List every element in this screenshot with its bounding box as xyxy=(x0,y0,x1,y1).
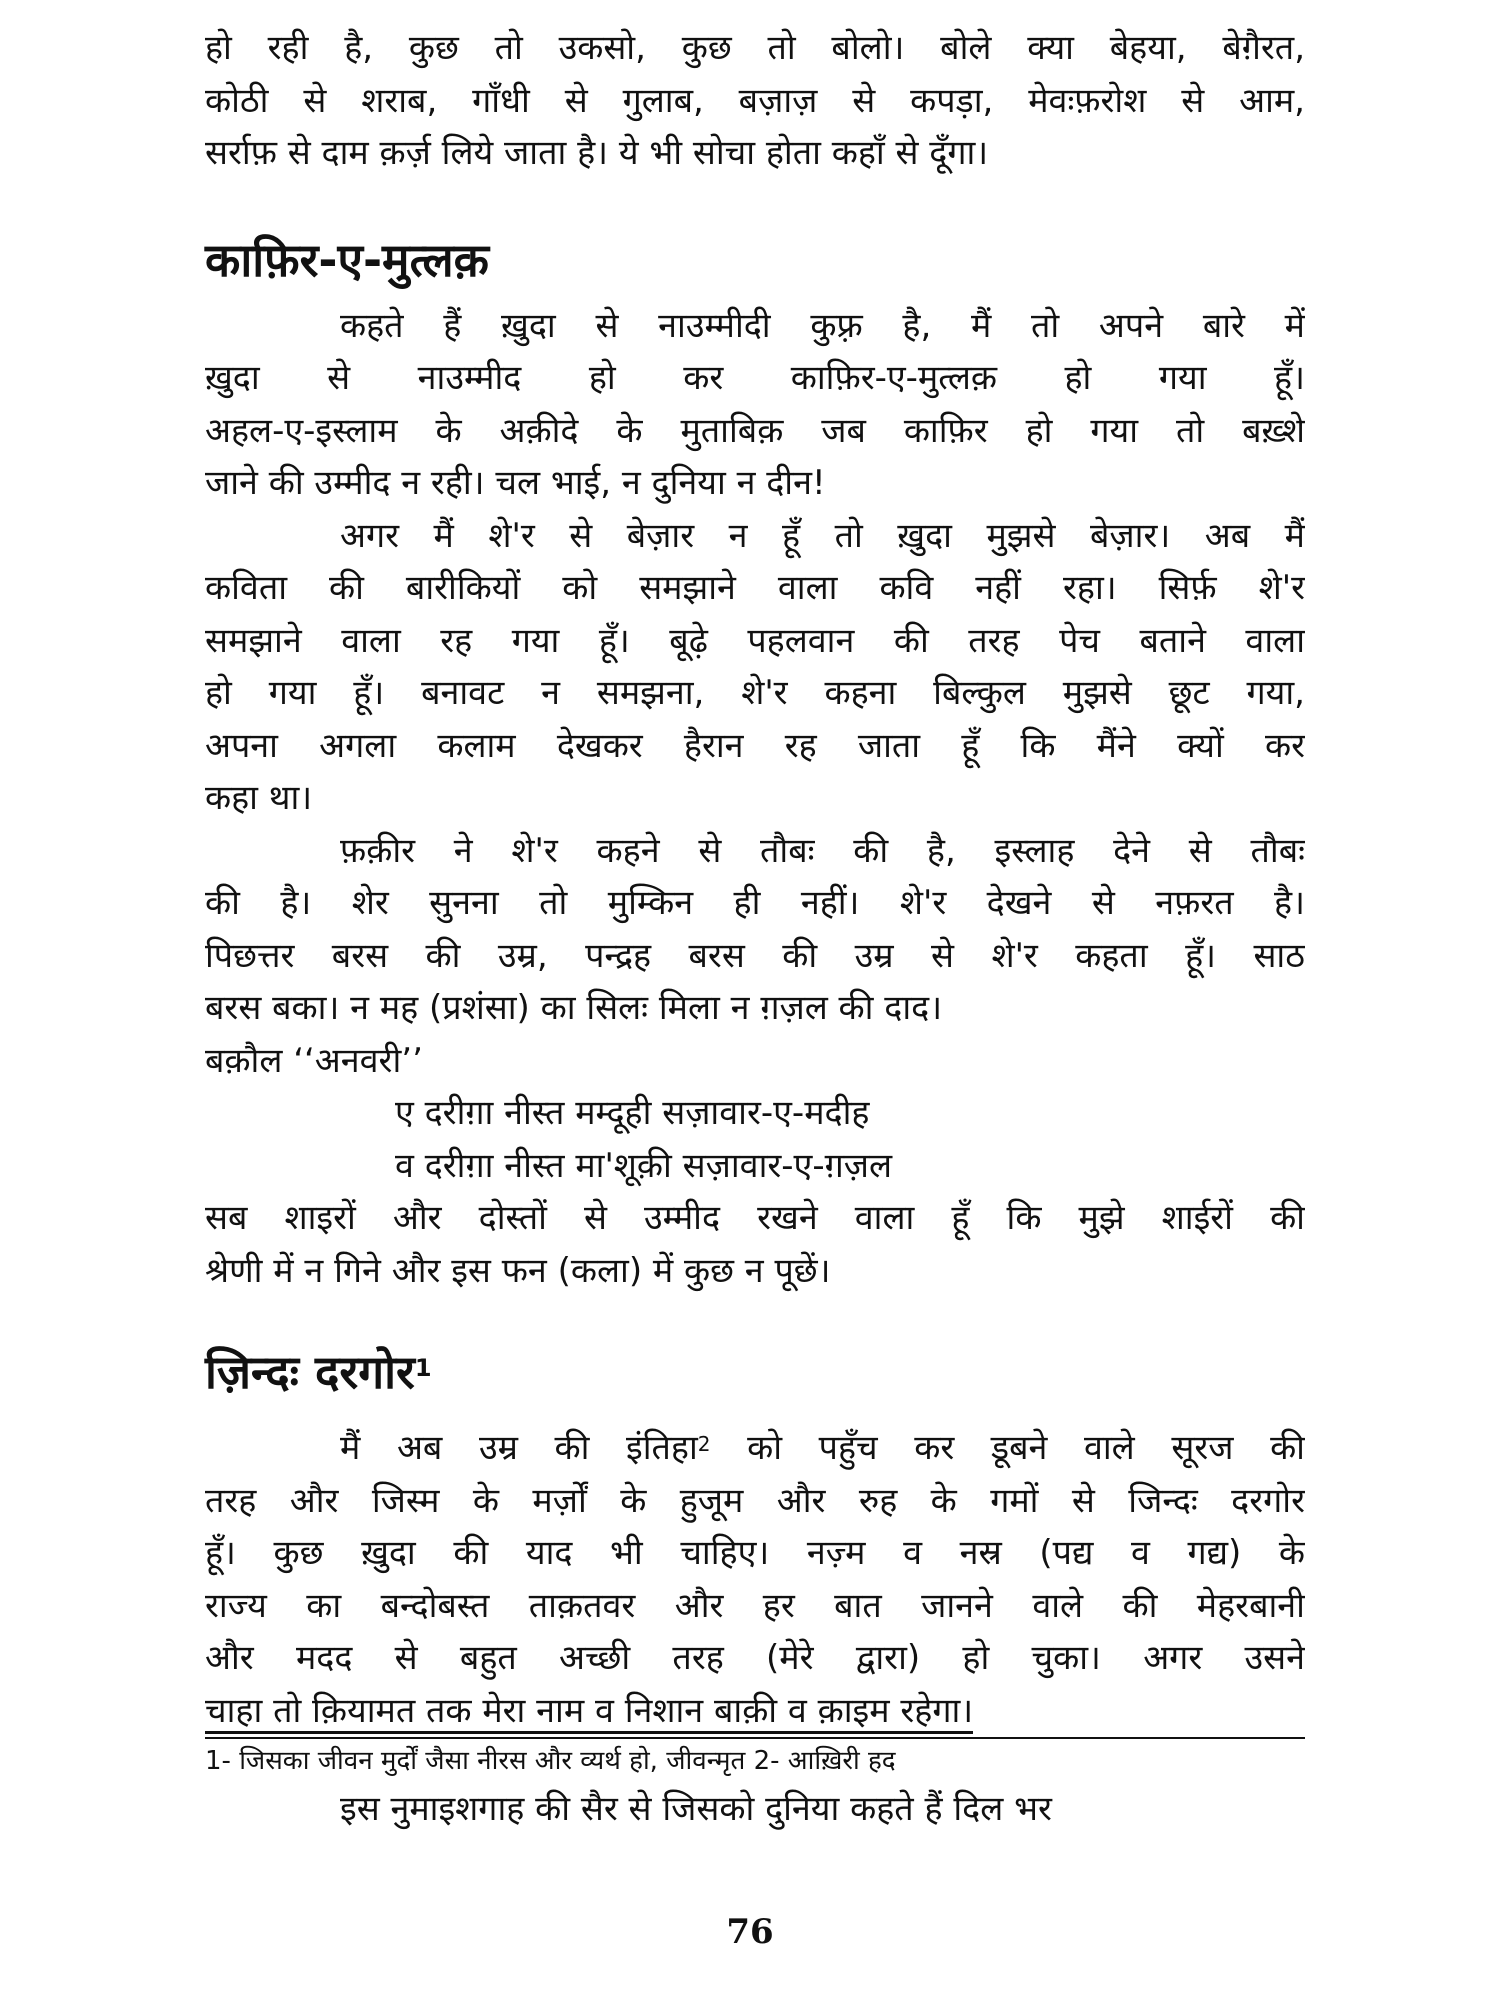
text-line: और मदद से बहुत अच्छी तरह (मेरे द्वारा) हो चुका। अगर उसने xyxy=(205,1638,1305,1678)
text-line: फ़क़ीर ने शे'र कहने से तौबः की है, इस्लाह देने से तौबः xyxy=(340,830,1305,871)
text-line: तरह और जिस्म के मर्ज़ों के हुजूम और रुह के गमों से जिन्दः दरगोर xyxy=(205,1480,1305,1521)
text-line: अहल-ए-इस्लाम के अक़ीदे के मुताबिक़ जब काफ़िर हो गया तो बख़्शे xyxy=(205,410,1305,451)
text-line: की है। शेर सुनना तो मुम्किन ही नहीं। शे'र देखने से नफ़रत है। xyxy=(205,883,1305,923)
text-line: कविता की बारीकियों को समझाने वाला कवि नहीं रहा। सिर्फ़ शे'र xyxy=(205,568,1305,608)
section-heading-zindah xyxy=(205,1342,1305,1402)
text-line: श्रेणी में न गिने और इस फन (कला) में कुछ न पूछें। xyxy=(205,1250,831,1291)
text-line: कहा था। xyxy=(205,778,313,818)
text-segment: को पहुँच कर डूबने वाले सूरज की xyxy=(710,1428,1305,1468)
text-line: कहते हैं ख़ुदा से नाउम्मीदी कुफ़्र है, मैं तो अपने बारे में xyxy=(340,305,1305,346)
section-kafir-paragraph-3 xyxy=(205,825,1305,1088)
footnote-text: 1- जिसका जीवन मुर्दों जैसा नीरस और व्यर्थ हो, जीवन्मृत 2- आख़िरी हद xyxy=(205,1746,896,1776)
text-line: समझाने वाला रह गया हूँ। बूढ़े पहलवान की तरह पेच बताने वाला xyxy=(205,620,1305,661)
heading-text: ज़िन्दः दरगोर xyxy=(205,1345,415,1399)
page-number: 76 xyxy=(726,1912,774,1952)
couplet-line: ए दरीग़ा नीस्त मम्दूही सज़ावार-ए-मदीह xyxy=(395,1093,870,1133)
footnote-marker: 1 xyxy=(414,1354,432,1382)
text-line: बरस बका। न मह (प्रशंसा) का सिलः मिला न ग़ज़ल की दाद। xyxy=(205,988,943,1028)
text-line: हो गया हूँ। बनावट न समझना, शे'र कहना बिल्कुल मुझसे छूट गया, xyxy=(205,673,1305,713)
text-line: अपना अगला कलाम देखकर हैरान रह जाता हूँ कि मैंने क्यों कर xyxy=(205,725,1305,766)
top-paragraph xyxy=(205,22,1305,180)
section-kafir-paragraph-4 xyxy=(205,1192,1305,1297)
text-line: राज्य का बन्दोबस्त ताक़तवर और हर बात जानने वाले की मेहरबानी xyxy=(205,1585,1305,1626)
text-line: सर्राफ़ से दाम क़र्ज़ लिये जाता है। ये भी सोचा होता कहाँ से दूँगा। xyxy=(205,133,989,173)
couplet-line: व दरीग़ा नीस्त मा'शूक़ी सज़ावार-ए-ग़ज़ल xyxy=(395,1145,893,1186)
section-zindah-paragraph xyxy=(205,1422,1305,1737)
text-line: ख़ुदा से नाउम्मीद हो कर काफ़िर-ए-मुत्लक़ हो गया हूँ। xyxy=(205,358,1305,398)
section-kafir-paragraph-2 xyxy=(205,510,1305,825)
section-kafir-paragraph-1 xyxy=(205,300,1305,510)
text-line xyxy=(205,1422,1305,1475)
text-line: कोठी से शराब, गाँधी से गुलाब, बज़ाज़ से कपड़ा, मेवःफ़रोश से आम, xyxy=(205,80,1305,121)
couplet xyxy=(205,1087,1305,1192)
text-line: हो रही है, कुछ तो उकसो, कुछ तो बोलो। बोले क्या बेहया, बेग़ैरत, xyxy=(205,28,1305,68)
text-line: अगर मैं शे'र से बेज़ार न हूँ तो ख़ुदा मुझसे बेज़ार। अब मैं xyxy=(340,515,1305,556)
text-line: पिछत्तर बरस की उम्र, पन्द्रह बरस की उम्र से शे'र कहता हूँ। साठ xyxy=(205,935,1305,976)
continuation-line: इस नुमाइशगाह की सैर से जिसको दुनिया कहते हैं दिल भर xyxy=(340,1789,1052,1829)
text-line: हूँ। कुछ ख़ुदा की याद भी चाहिए। नज़्म व नस्र (पद्य व गद्य) के xyxy=(205,1533,1305,1573)
footnote-marker: 2 xyxy=(697,1432,711,1456)
text-line: जाने की उम्मीद न रही। चल भाई, न दुनिया न दीन! xyxy=(205,463,826,503)
text-line: सब शाइरों और दोस्तों से उम्मीद रखने वाला हूँ कि मुझे शाईरों की xyxy=(205,1198,1305,1238)
text-segment: मैं अब उम्र की इंतिहा xyxy=(340,1428,698,1468)
section-heading-kafir: काफ़िर-ए-मुत्लक़ xyxy=(205,232,490,287)
text-line xyxy=(205,1685,1305,1738)
underlined-text: चाहा तो क़ियामत तक मेरा नाम व निशान बाक़ी व क़ाइम रहेगा। xyxy=(205,1691,973,1734)
book-page xyxy=(205,22,1305,1982)
text-line: बक़ौल ‘‘अनवरी’’ xyxy=(205,1040,423,1081)
